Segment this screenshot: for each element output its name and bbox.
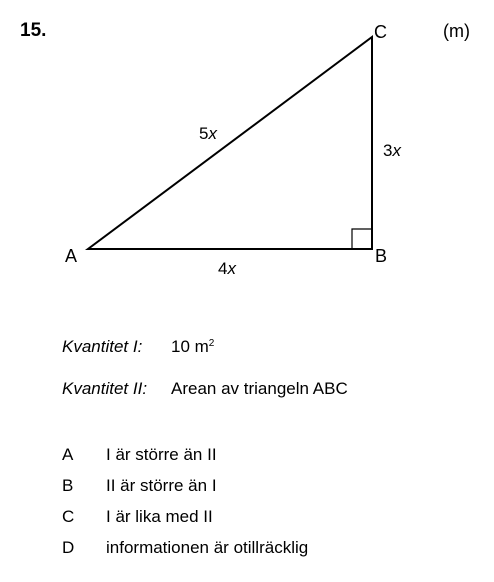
option-text: I är lika med II bbox=[106, 507, 213, 526]
vertex-c-label: C bbox=[374, 22, 387, 42]
quantity-two-label: Kvantitet II: bbox=[62, 379, 148, 398]
answer-options bbox=[62, 443, 308, 567]
vertex-b-label: B bbox=[375, 246, 388, 266]
option-text: informationen är otillräcklig bbox=[106, 538, 309, 557]
option-letter: B bbox=[62, 476, 74, 495]
answer-option-c[interactable] bbox=[62, 505, 308, 536]
answer-option-d[interactable] bbox=[62, 536, 308, 567]
base-side-label: 4x bbox=[218, 259, 236, 278]
unit-label: (m) bbox=[443, 21, 470, 41]
quantity-two bbox=[62, 379, 348, 399]
triangle-abc bbox=[88, 37, 372, 249]
option-text: I är större än II bbox=[106, 445, 217, 464]
answer-option-a[interactable] bbox=[62, 443, 308, 474]
hypotenuse-label: 5x bbox=[199, 124, 217, 143]
quantity-two-value: Arean av triangeln ABC bbox=[171, 379, 348, 398]
option-text: II är större än I bbox=[106, 476, 217, 495]
option-letter: C bbox=[62, 507, 75, 526]
vertical-side-label: 3x bbox=[383, 141, 401, 160]
option-letter: A bbox=[62, 445, 74, 464]
quantity-one-exponent: 2 bbox=[208, 338, 215, 349]
quantity-one-value: 10 m bbox=[171, 337, 209, 356]
quantity-one-label: Kvantitet I: bbox=[62, 337, 143, 356]
vertex-a-label: A bbox=[65, 246, 78, 266]
option-letter: D bbox=[62, 538, 75, 557]
right-angle-marker bbox=[352, 229, 372, 249]
answer-option-b[interactable] bbox=[62, 474, 308, 505]
question-number: 15. bbox=[20, 20, 47, 41]
quantity-one bbox=[62, 337, 214, 357]
